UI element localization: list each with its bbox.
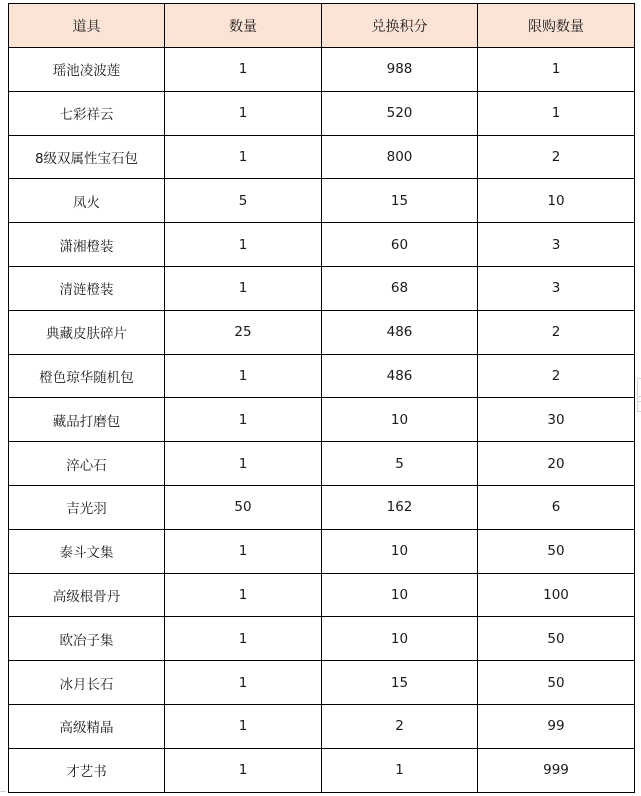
cell-quantity: 1 (165, 48, 322, 92)
cell-quantity: 50 (165, 485, 322, 529)
cell-item: 清涟橙装 (9, 266, 165, 310)
cell-item: 淬心石 (9, 442, 165, 486)
cell-points: 5 (322, 442, 478, 486)
cell-points: 1 (322, 748, 478, 792)
cell-quantity: 1 (165, 704, 322, 748)
cell-limit: 2 (478, 310, 635, 354)
cell-limit: 2 (478, 135, 635, 179)
table-row (9, 48, 635, 92)
cell-item: 瑶池凌波莲 (9, 48, 165, 92)
table-row (9, 748, 635, 792)
cell-quantity: 1 (165, 442, 322, 486)
cell-points: 60 (322, 223, 478, 267)
cell-item: 欧冶子集 (9, 617, 165, 661)
cell-item: 吉光羽 (9, 485, 165, 529)
cell-item: 高级根骨丹 (9, 573, 165, 617)
table-row (9, 266, 635, 310)
cell-points: 10 (322, 529, 478, 573)
cell-limit: 999 (478, 748, 635, 792)
cell-item: 橙色琼华随机包 (9, 354, 165, 398)
cell-points: 988 (322, 48, 478, 92)
cell-item: 高级精晶 (9, 704, 165, 748)
cell-quantity: 1 (165, 748, 322, 792)
table-row (9, 310, 635, 354)
cell-item: 七彩祥云 (9, 91, 165, 135)
table-row (9, 573, 635, 617)
cell-quantity: 1 (165, 135, 322, 179)
table-row (9, 179, 635, 223)
page-edge-marker (637, 396, 641, 412)
cell-item: 泰斗文集 (9, 529, 165, 573)
cell-points: 10 (322, 573, 478, 617)
cell-item: 藏品打磨包 (9, 398, 165, 442)
cell-quantity: 1 (165, 529, 322, 573)
table-row (9, 135, 635, 179)
cell-quantity: 1 (165, 573, 322, 617)
header-row (9, 4, 635, 48)
cell-limit: 30 (478, 398, 635, 442)
page-corner-marker (0, 791, 6, 796)
cell-limit: 2 (478, 354, 635, 398)
header-points: 兑换积分 (322, 4, 478, 48)
cell-points: 162 (322, 485, 478, 529)
cell-item: 凤火 (9, 179, 165, 223)
cell-quantity: 1 (165, 91, 322, 135)
cell-points: 15 (322, 179, 478, 223)
table-row (9, 485, 635, 529)
table-body (9, 48, 635, 793)
cell-points: 15 (322, 661, 478, 705)
cell-limit: 50 (478, 617, 635, 661)
cell-item: 才艺书 (9, 748, 165, 792)
cell-limit: 50 (478, 529, 635, 573)
cell-quantity: 1 (165, 661, 322, 705)
cell-points: 800 (322, 135, 478, 179)
cell-item: 冰月长石 (9, 661, 165, 705)
cell-quantity: 1 (165, 266, 322, 310)
table-header (9, 4, 635, 48)
cell-quantity: 1 (165, 398, 322, 442)
table-row (9, 398, 635, 442)
cell-limit: 3 (478, 266, 635, 310)
cell-points: 2 (322, 704, 478, 748)
cell-limit: 10 (478, 179, 635, 223)
cell-item: 潇湘橙装 (9, 223, 165, 267)
cell-limit: 3 (478, 223, 635, 267)
cell-limit: 99 (478, 704, 635, 748)
cell-quantity: 1 (165, 223, 322, 267)
cell-quantity: 25 (165, 310, 322, 354)
table-row (9, 91, 635, 135)
cell-item: 典藏皮肤碎片 (9, 310, 165, 354)
cell-points: 486 (322, 310, 478, 354)
exchange-table (8, 3, 635, 793)
cell-limit: 100 (478, 573, 635, 617)
header-item: 道具 (9, 4, 165, 48)
cell-points: 10 (322, 398, 478, 442)
table-row (9, 617, 635, 661)
cell-points: 10 (322, 617, 478, 661)
cell-quantity: 1 (165, 354, 322, 398)
cell-points: 520 (322, 91, 478, 135)
cell-limit: 20 (478, 442, 635, 486)
table-row (9, 442, 635, 486)
cell-points: 68 (322, 266, 478, 310)
cell-limit: 1 (478, 91, 635, 135)
cell-points: 486 (322, 354, 478, 398)
table-row (9, 661, 635, 705)
cell-limit: 6 (478, 485, 635, 529)
table-row (9, 354, 635, 398)
cell-quantity: 5 (165, 179, 322, 223)
cell-limit: 50 (478, 661, 635, 705)
table-row (9, 704, 635, 748)
cell-item: 8级双属性宝石包 (9, 135, 165, 179)
table-row (9, 529, 635, 573)
cell-quantity: 1 (165, 617, 322, 661)
cell-limit: 1 (478, 48, 635, 92)
header-limit: 限购数量 (478, 4, 635, 48)
table-row (9, 223, 635, 267)
header-quantity: 数量 (165, 4, 322, 48)
